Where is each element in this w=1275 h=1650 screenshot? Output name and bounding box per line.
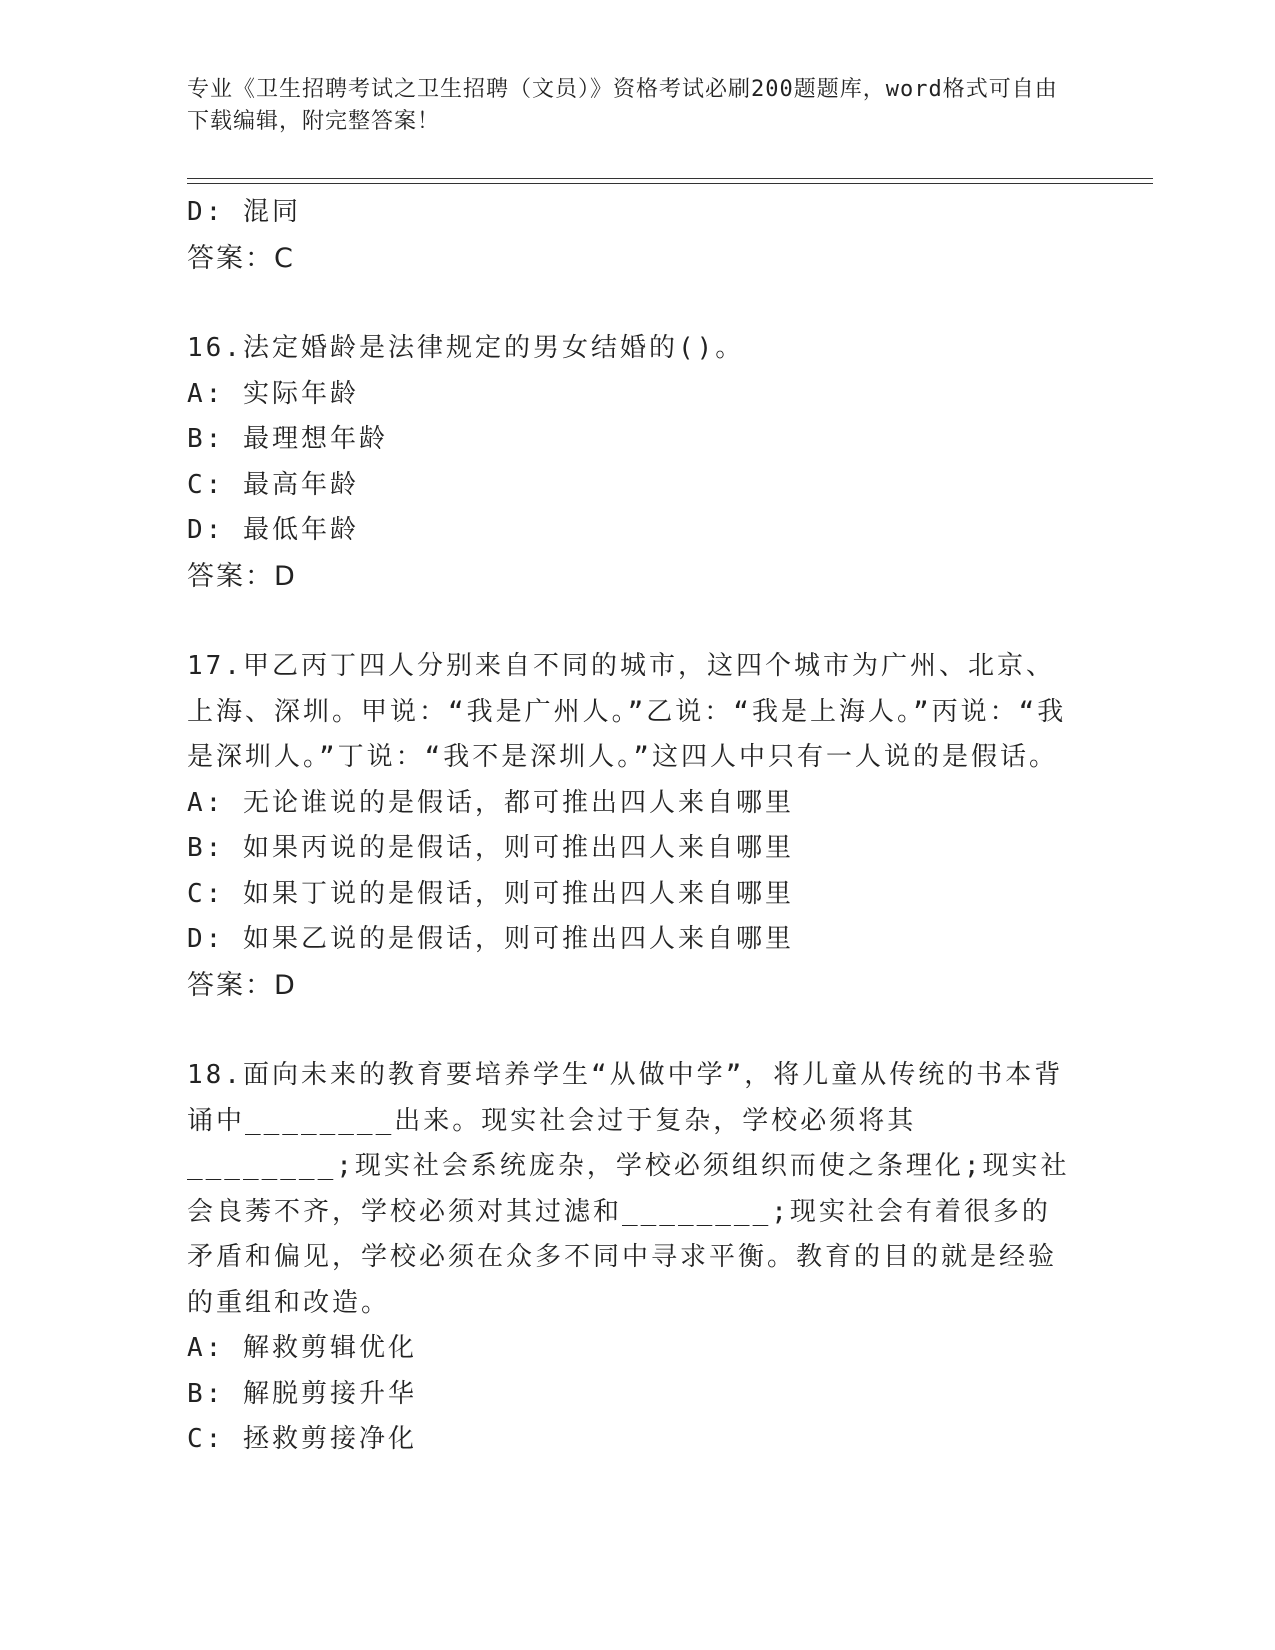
option-c: C: 拯救剪接净化 — [187, 1424, 417, 1454]
question-18 — [187, 1053, 1077, 1463]
option-c: C: 如果丁说的是假话，则可推出四人来自哪里 — [187, 878, 794, 909]
answer-label: 答案：C — [187, 242, 295, 274]
option-d: D: 最低年龄 — [187, 515, 359, 545]
question-16 — [187, 326, 1077, 599]
option-d: D: 如果乙说的是假话，则可推出四人来自哪里 — [187, 924, 794, 954]
option-c: C: 最高年龄 — [187, 469, 359, 500]
header-divider — [187, 178, 1153, 179]
answer-label: 答案：D — [187, 560, 297, 592]
header-divider-double — [187, 183, 1153, 184]
option-d: D: 混同 — [187, 197, 301, 227]
question-stem: 18.面向未来的教育要培养学生“从做中学”，将儿童从传统的书本背诵中________出来。现实社会过于复杂，学校必须将其________;现实社会系统庞杂，学校必须组织而使之条理化;现实社会良莠不齐，学校必须对其过滤和________;现实社会有着很多的矛盾和偏见，学校必须在众多不同中寻求平衡。教育的目的就是经验的重组和改造。 — [187, 1060, 1070, 1318]
question-stem: 17.甲乙丙丁四人分别来自不同的城市，这四个城市为广州、北京、上海、深圳。甲说：“我是广州人。”乙说：“我是上海人。”丙说：“我是深圳人。”丁说：“我不是深圳人。”这四人中只有一人说的是假话。 — [187, 651, 1067, 772]
question-stem: 16.法定婚龄是法律规定的男女结婚的()。 — [187, 333, 745, 363]
question-15-tail — [187, 190, 1077, 281]
question-gap — [187, 599, 1077, 644]
question-content — [187, 190, 1077, 1463]
option-b: B: 如果丙说的是假话，则可推出四人来自哪里 — [187, 833, 794, 863]
option-a: A: 无论谁说的是假话，都可推出四人来自哪里 — [187, 787, 794, 818]
option-a: A: 解救剪辑优化 — [187, 1333, 417, 1363]
option-b: B: 最理想年龄 — [187, 424, 388, 454]
question-17 — [187, 644, 1077, 1008]
option-a: A: 实际年龄 — [187, 378, 359, 409]
question-gap — [187, 281, 1077, 326]
option-b: B: 解脱剪接升华 — [187, 1378, 417, 1409]
page-header: 专业《卫生招聘考试之卫生招聘（文员）》资格考试必刷200题题库，word格式可自由下载编辑，附完整答案！ — [187, 77, 1058, 134]
question-gap — [187, 1008, 1077, 1053]
answer-label: 答案：D — [187, 969, 297, 1001]
